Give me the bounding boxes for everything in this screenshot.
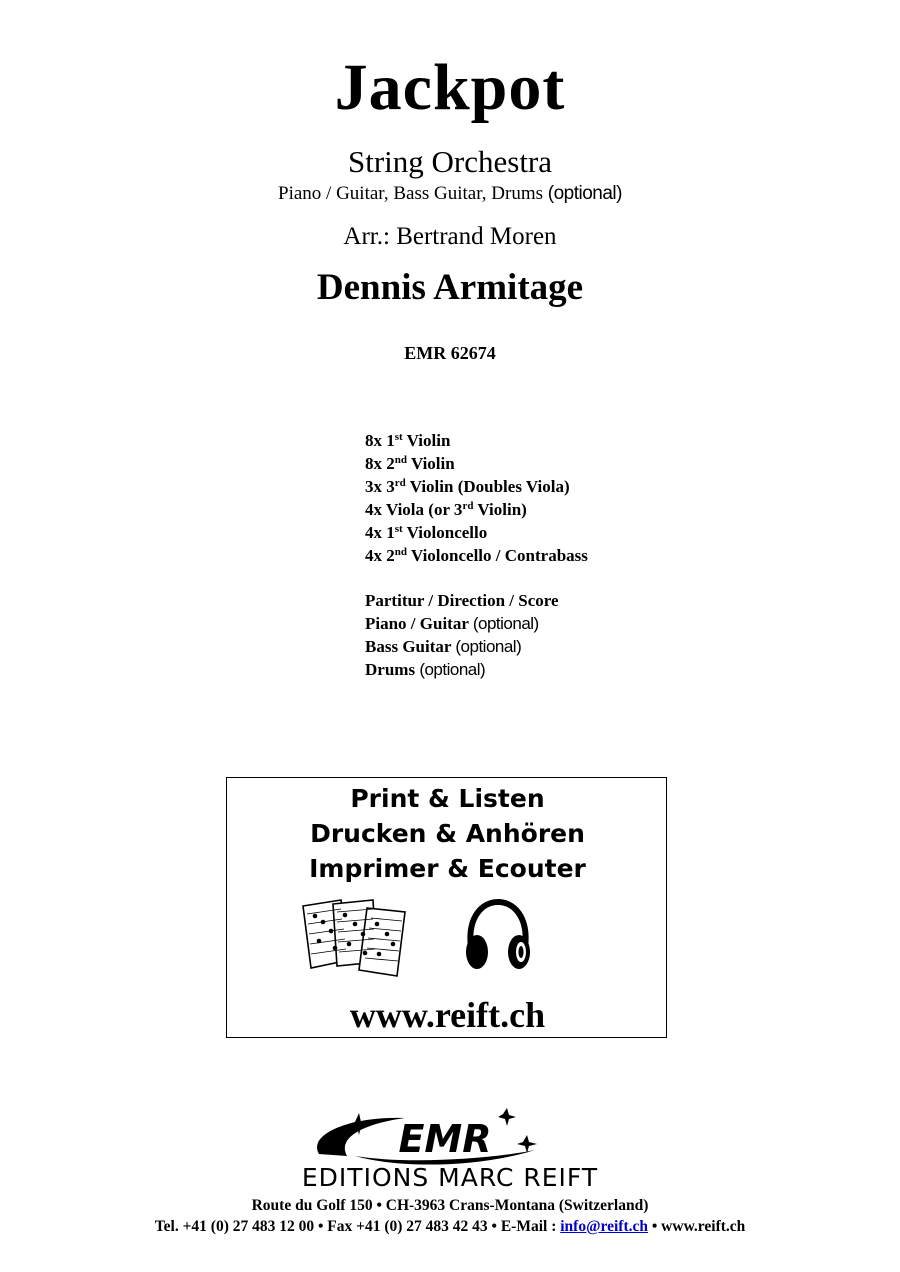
list-item: 4x 1st Violoncello [365,523,488,542]
list-item: 8x 1st Violin [365,431,451,450]
list-item: Partitur / Direction / Score [365,591,559,610]
publisher-address: Route du Golf 150 • CH-3963 Crans-Montana (Switzerland) [251,1197,649,1214]
publisher-name: EDITIONS MARC REIFT [301,1163,599,1192]
list-item: 4x Viola (or 3rd Violin) [365,500,527,519]
sheet-music-icon [301,898,413,978]
emr-logo [255,1108,645,1192]
list-item: Bass Guitar (optional) [365,637,522,656]
list-item: 8x 2nd Violin [365,454,455,473]
page-title: Jackpot [334,51,566,124]
instrumentation-optional: (optional) [547,183,622,204]
headphones-icon [463,896,533,978]
extra-parts-list [365,589,785,681]
string-parts-list [365,429,785,567]
instrumentation-line [0,182,900,206]
arranger: Arr.: Bertrand Moren [343,223,557,250]
promo-line-de: Drucken & Anhören [310,819,585,848]
catalog-number: EMR 62674 [404,343,496,363]
email-link[interactable]: info@reift.ch [560,1218,648,1235]
logo-mark: EMR [398,1117,492,1161]
list-item: Drums (optional) [365,660,486,679]
list-item: 4x 2nd Violoncello / Contrabass [365,546,588,565]
promo-line-fr: Imprimer & Ecouter [309,854,586,883]
list-item: 3x 3rd Violin (Doubles Viola) [365,477,570,496]
list-item: Piano / Guitar (optional) [365,614,539,633]
publisher-contact: Tel. +41 (0) 27 483 12 00 • Fax +41 (0) 27 483 42 43 • E-Mail : info@reift.ch • www.reift.ch [154,1218,746,1235]
promo-line-en: Print & Listen [350,784,545,813]
promo-url[interactable]: www.reift.ch [349,995,546,1035]
instrumentation-main: Piano / Guitar, Bass Guitar, Drums [278,183,543,204]
composer: Dennis Armitage [316,267,584,308]
print-listen-box [226,777,667,1038]
ensemble-subtitle: String Orchestra [347,144,553,179]
